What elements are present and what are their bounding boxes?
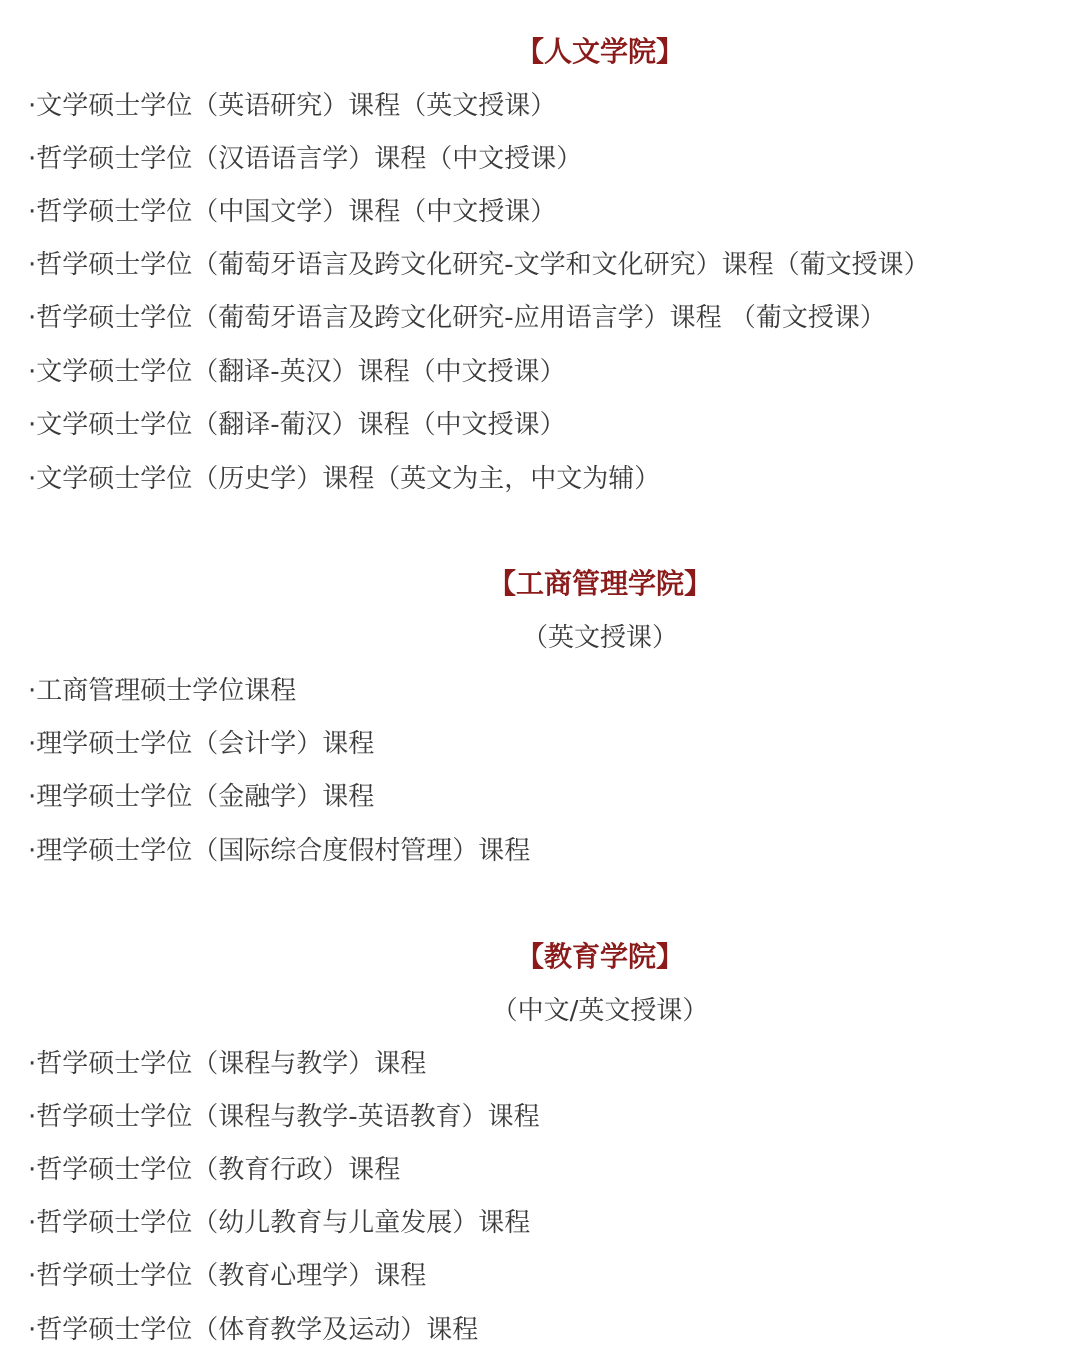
list-item: ·哲学硕士学位（体育教学及运动）课程 [28,1315,479,1345]
list-item: ·哲学硕士学位（幼儿教育与儿童发展）课程 [28,1208,531,1238]
section-subtitle-business: （英文授课） [521,623,678,653]
list-item: ·哲学硕士学位（葡萄牙语言及跨文化研究-应用语言学）课程 （葡文授课） [28,303,886,333]
list-item: ·文学硕士学位（翻译-英汉）课程（中文授课） [28,357,566,387]
list-item: ·哲学硕士学位（汉语语言学）课程（中文授课） [28,144,583,174]
list-item: ·哲学硕士学位（教育行政）课程 [28,1155,401,1185]
list-item: ·哲学硕士学位（教育心理学）课程 [28,1261,427,1291]
list-item: ·文学硕士学位（翻译-葡汉）课程（中文授课） [28,410,566,440]
section-title-business: 【工商管理学院】 [487,567,712,600]
list-item: ·理学硕士学位（金融学）课程 [28,782,375,812]
section-title-education: 【教育学院】 [515,940,684,973]
list-item: ·哲学硕士学位（中国文学）课程（中文授课） [28,197,557,227]
section-title-humanities: 【人文学院】 [515,35,684,68]
list-item: ·哲学硕士学位（课程与教学-英语教育）课程 [28,1102,540,1132]
list-item: ·理学硕士学位（会计学）课程 [28,729,375,759]
list-item: ·文学硕士学位（历史学）课程（英文为主，中文为辅） [28,464,661,494]
list-item: ·哲学硕士学位（课程与教学）课程 [28,1049,427,1079]
list-item: ·哲学硕士学位（葡萄牙语言及跨文化研究-文学和文化研究）课程（葡文授课） [28,250,930,280]
list-item: ·文学硕士学位（英语研究）课程（英文授课） [28,91,557,121]
section-subtitle-education: （中文/英文授课） [491,996,709,1026]
list-item: ·工商管理硕士学位课程 [28,676,297,706]
list-item: ·理学硕士学位（国际综合度假村管理）课程 [28,836,531,866]
